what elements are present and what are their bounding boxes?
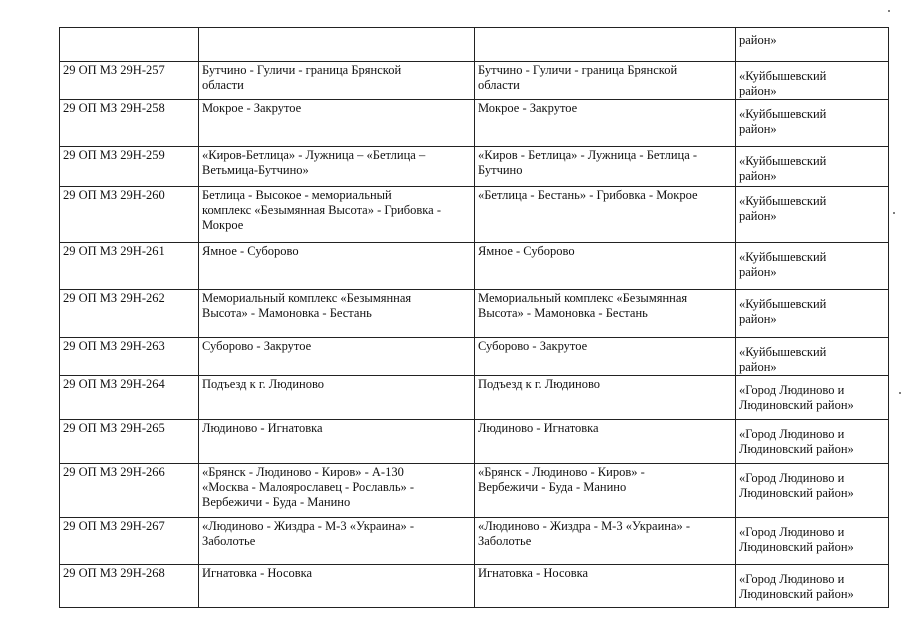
road-code-cell	[60, 420, 199, 464]
table-row	[60, 565, 889, 608]
district-cell	[736, 290, 889, 338]
road-name-cell	[199, 187, 475, 243]
road-name-cell-text: Игнатовка - Носовка	[202, 566, 313, 580]
road-name-cell-text: «Киров-Бетлица» - Лужница – «Бетлица – Ветьмица-Бутчино»	[202, 148, 426, 177]
district-cell-text: «Город Людиново и Людиновский район»	[739, 383, 854, 412]
road-route-cell	[475, 187, 736, 243]
table-row	[60, 28, 889, 62]
road-code-cell-text: 29 ОП МЗ 29Н-268	[63, 566, 165, 580]
table-row	[60, 464, 889, 518]
road-name-cell-text: Подъезд к г. Людиново	[202, 377, 325, 391]
road-name-cell-text: Бутчино - Гуличи - граница Брянской области	[202, 63, 402, 92]
road-name-cell	[199, 100, 475, 147]
road-route-cell-text: Подъезд к г. Людиново	[478, 377, 601, 391]
road-name-cell	[199, 243, 475, 290]
road-code-cell-text: 29 ОП МЗ 29Н-267	[63, 519, 165, 533]
road-route-cell-text: Ямное - Суборово	[478, 244, 575, 258]
district-cell-text: «Куйбышевский район»	[739, 69, 827, 98]
district-cell-text: «Город Людиново и Людиновский район»	[739, 427, 854, 456]
district-cell	[736, 565, 889, 608]
road-route-cell	[475, 100, 736, 147]
road-code-cell	[60, 62, 199, 100]
road-route-cell-text: Мемориальный комплекс «Безымянная Высота» - Мамоновка - Бестань	[478, 291, 688, 320]
road-route-cell	[475, 28, 736, 62]
road-code-cell	[60, 187, 199, 243]
scan-speck	[893, 212, 895, 214]
road-name-cell	[199, 518, 475, 565]
road-name-cell	[199, 464, 475, 518]
road-route-cell	[475, 147, 736, 187]
road-code-cell-text: 29 ОП МЗ 29Н-262	[63, 291, 165, 305]
road-route-cell-text: «Людиново - Жиздра - М-3 «Украина» - Заболотье	[478, 519, 691, 548]
road-code-cell-text: 29 ОП МЗ 29Н-263	[63, 339, 165, 353]
road-route-cell	[475, 518, 736, 565]
roads-table-body	[60, 28, 889, 608]
road-route-cell	[475, 290, 736, 338]
table-row	[60, 290, 889, 338]
road-route-cell-text: «Брянск - Людиново - Киров» - Вербежичи - Буда - Манино	[478, 465, 645, 494]
road-route-cell-text: «Киров - Бетлица» - Лужница - Бетлица - Бутчино	[478, 148, 698, 177]
table-row	[60, 62, 889, 100]
road-code-cell-text: 29 ОП МЗ 29Н-260	[63, 188, 165, 202]
road-name-cell-text: Мокрое - Закрутое	[202, 101, 302, 115]
road-code-cell	[60, 100, 199, 147]
district-cell	[736, 464, 889, 518]
table-row	[60, 518, 889, 565]
district-cell	[736, 243, 889, 290]
road-code-cell	[60, 147, 199, 187]
road-code-cell	[60, 290, 199, 338]
road-route-cell-text: Суборово - Закрутое	[478, 339, 588, 353]
district-cell	[736, 62, 889, 100]
road-code-cell	[60, 28, 199, 62]
scan-speck	[899, 392, 901, 394]
road-name-cell	[199, 28, 475, 62]
road-route-cell-text: «Бетлица - Бестань» - Грибовка - Мокрое	[478, 188, 698, 202]
district-cell-text: «Куйбышевский район»	[739, 154, 827, 183]
road-code-cell-text: 29 ОП МЗ 29Н-259	[63, 148, 165, 162]
district-cell	[736, 376, 889, 420]
road-route-cell	[475, 376, 736, 420]
road-route-cell-text: Людиново - Игнатовка	[478, 421, 599, 435]
road-name-cell-text: Людиново - Игнатовка	[202, 421, 323, 435]
road-route-cell-text: Мокрое - Закрутое	[478, 101, 578, 115]
district-cell-text: «Куйбышевский район»	[739, 107, 827, 136]
road-route-cell	[475, 338, 736, 376]
district-cell	[736, 518, 889, 565]
road-name-cell-text: Мемориальный комплекс «Безымянная Высота» - Мамоновка - Бестань	[202, 291, 412, 320]
district-cell-text: район»	[739, 33, 777, 47]
table-row	[60, 338, 889, 376]
scan-speck	[888, 10, 890, 12]
road-name-cell	[199, 147, 475, 187]
roads-table	[59, 27, 889, 608]
road-route-cell-text: Игнатовка - Носовка	[478, 566, 589, 580]
district-cell-text: «Куйбышевский район»	[739, 194, 827, 223]
road-code-cell-text: 29 ОП МЗ 29Н-257	[63, 63, 165, 77]
road-route-cell-text: Бутчино - Гуличи - граница Брянской области	[478, 63, 678, 92]
road-route-cell	[475, 464, 736, 518]
district-cell-text: «Город Людиново и Людиновский район»	[739, 471, 854, 500]
district-cell-text: «Город Людиново и Людиновский район»	[739, 572, 854, 601]
road-name-cell	[199, 290, 475, 338]
table-row	[60, 100, 889, 147]
road-route-cell	[475, 243, 736, 290]
road-code-cell	[60, 376, 199, 420]
road-name-cell-text: Ямное - Суборово	[202, 244, 299, 258]
road-name-cell	[199, 62, 475, 100]
road-code-cell-text: 29 ОП МЗ 29Н-264	[63, 377, 165, 391]
road-code-cell-text: 29 ОП МЗ 29Н-261	[63, 244, 165, 258]
road-name-cell	[199, 376, 475, 420]
road-route-cell	[475, 565, 736, 608]
road-route-cell	[475, 62, 736, 100]
district-cell	[736, 28, 889, 62]
district-cell-text: «Куйбышевский район»	[739, 250, 827, 279]
road-name-cell-text: Бетлица - Высокое - мемориальный комплекс «Безымянная Высота» - Грибовка - Мокрое	[202, 188, 442, 232]
road-name-cell	[199, 420, 475, 464]
district-cell	[736, 147, 889, 187]
table-row	[60, 147, 889, 187]
district-cell	[736, 338, 889, 376]
road-code-cell-text: 29 ОП МЗ 29Н-265	[63, 421, 165, 435]
road-code-cell	[60, 338, 199, 376]
table-row	[60, 187, 889, 243]
table-row	[60, 243, 889, 290]
district-cell-text: «Куйбышевский район»	[739, 345, 827, 374]
road-code-cell	[60, 464, 199, 518]
road-route-cell	[475, 420, 736, 464]
road-code-cell	[60, 243, 199, 290]
road-code-cell-text: 29 ОП МЗ 29Н-266	[63, 465, 165, 479]
road-name-cell	[199, 565, 475, 608]
road-code-cell-text: 29 ОП МЗ 29Н-258	[63, 101, 165, 115]
district-cell-text: «Куйбышевский район»	[739, 297, 827, 326]
road-name-cell	[199, 338, 475, 376]
road-name-cell-text: «Брянск - Людиново - Киров» - А-130 «Москва - Малоярославец - Рославль» - Вербежичи - Буда - Манино	[202, 465, 415, 509]
road-name-cell-text: «Людиново - Жиздра - М-3 «Украина» - Заболотье	[202, 519, 415, 548]
road-code-cell	[60, 518, 199, 565]
district-cell	[736, 420, 889, 464]
table-row	[60, 376, 889, 420]
district-cell	[736, 187, 889, 243]
road-code-cell	[60, 565, 199, 608]
table-row	[60, 420, 889, 464]
district-cell-text: «Город Людиново и Людиновский район»	[739, 525, 854, 554]
road-name-cell-text: Суборово - Закрутое	[202, 339, 312, 353]
district-cell	[736, 100, 889, 147]
